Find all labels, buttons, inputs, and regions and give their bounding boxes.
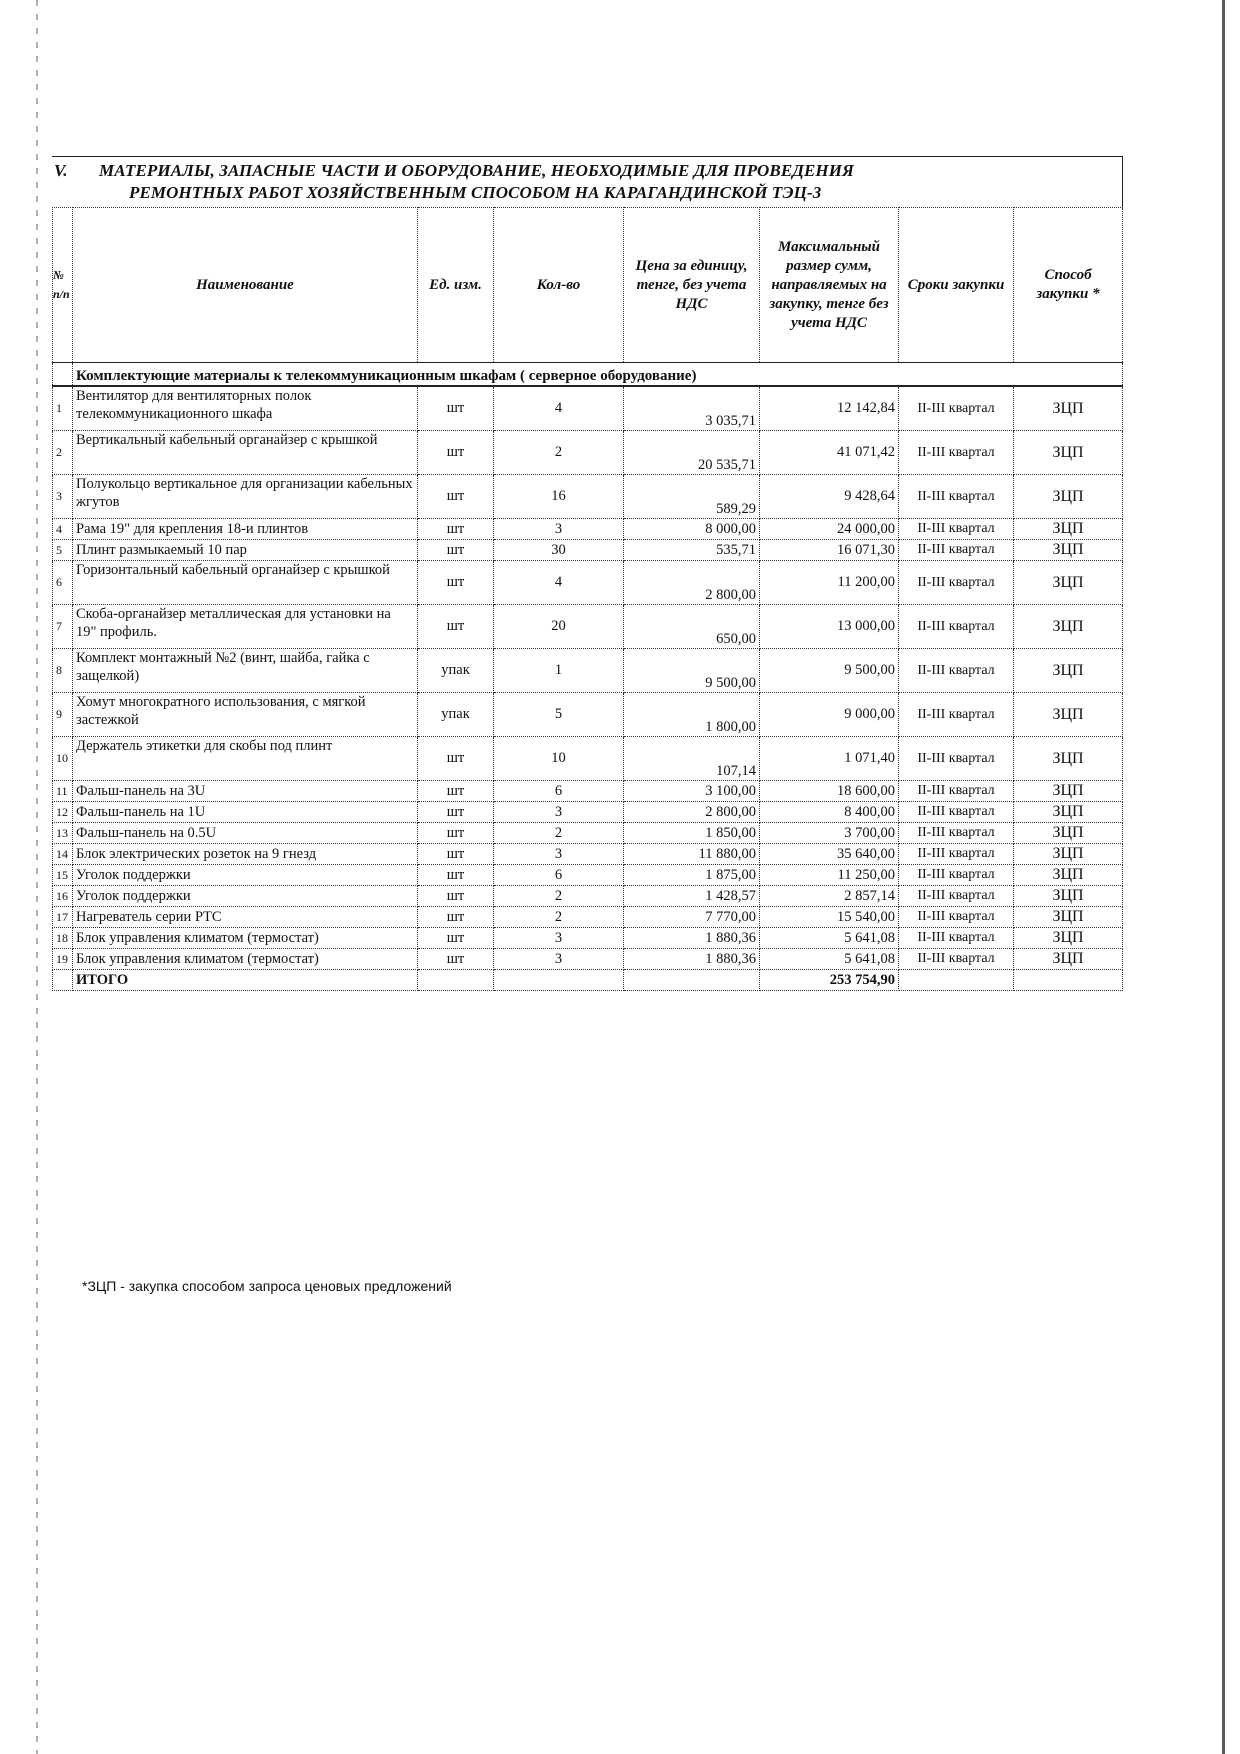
cell-total: 5 641,08 [760, 928, 899, 949]
table-row [53, 781, 1123, 802]
cell-period: II-III квартал [899, 844, 1014, 865]
scan-edge-right [1222, 0, 1225, 1754]
cell-unit: шт [418, 475, 494, 519]
table-row [53, 928, 1123, 949]
header-num: № п/п [53, 208, 73, 363]
cell-method: ЗЦП [1014, 823, 1123, 844]
cell-unit: шт [418, 907, 494, 928]
section-row [53, 363, 1123, 387]
cell-qty: 6 [494, 865, 624, 886]
table-row [53, 823, 1123, 844]
cell-unit: упак [418, 693, 494, 737]
cell-price: 2 800,00 [624, 561, 760, 605]
header-row [53, 208, 1123, 363]
cell-name: Полукольцо вертикальное для организации кабельных жгутов [73, 475, 418, 519]
cell-period: II-III квартал [899, 561, 1014, 605]
cell-name: Блок управления климатом (термостат) [73, 949, 418, 970]
cell-qty: 2 [494, 907, 624, 928]
cell-price: 1 428,57 [624, 886, 760, 907]
cell-period: II-III квартал [899, 649, 1014, 693]
table-row [53, 475, 1123, 519]
cell-qty: 4 [494, 561, 624, 605]
cell-qty: 2 [494, 823, 624, 844]
table-row [53, 693, 1123, 737]
cell-name: Блок электрических розеток на 9 гнезд [73, 844, 418, 865]
total-value: 253 754,90 [760, 970, 899, 991]
cell-qty: 1 [494, 649, 624, 693]
cell-unit: шт [418, 802, 494, 823]
cell-name: Вертикальный кабельный органайзер с крышкой [73, 431, 418, 475]
cell-unit: шт [418, 844, 494, 865]
cell-period: II-III квартал [899, 886, 1014, 907]
cell-unit: упак [418, 649, 494, 693]
total-empty-cell [624, 970, 760, 991]
cell-name: Рама 19" для крепления 18-и плинтов [73, 519, 418, 540]
cell-method: ЗЦП [1014, 386, 1123, 431]
cell-num: 15 [53, 865, 73, 886]
table-row [53, 386, 1123, 431]
cell-price: 7 770,00 [624, 907, 760, 928]
cell-name: Уголок поддержки [73, 886, 418, 907]
header-period: Сроки закупки [899, 208, 1014, 363]
cell-total: 11 200,00 [760, 561, 899, 605]
cell-method: ЗЦП [1014, 605, 1123, 649]
cell-total: 3 700,00 [760, 823, 899, 844]
total-empty-cell [1014, 970, 1123, 991]
section-heading: Комплектующие материалы к телекоммуникационным шкафам ( серверное оборудование) [73, 363, 1123, 387]
cell-method: ЗЦП [1014, 886, 1123, 907]
title-line-2: РЕМОНТНЫХ РАБОТ ХОЗЯЙСТВЕННЫМ СПОСОБОМ НА КАРАГАНДИНСКОЙ ТЭЦ-3 [129, 183, 822, 202]
cell-qty: 2 [494, 431, 624, 475]
cell-method: ЗЦП [1014, 431, 1123, 475]
cell-period: II-III квартал [899, 737, 1014, 781]
cell-period: II-III квартал [899, 693, 1014, 737]
cell-num: 17 [53, 907, 73, 928]
cell-qty: 5 [494, 693, 624, 737]
table-row [53, 561, 1123, 605]
cell-total: 24 000,00 [760, 519, 899, 540]
cell-qty: 3 [494, 802, 624, 823]
header-total: Максимальный размер сумм, направляемых на закупку, тенге без учета НДС [760, 208, 899, 363]
footnote: *ЗЦП - закупка способом запроса ценовых предложений [82, 1278, 452, 1294]
cell-name: Горизонтальный кабельный органайзер с крышкой [73, 561, 418, 605]
cell-price: 1 850,00 [624, 823, 760, 844]
cell-price: 3 035,71 [624, 386, 760, 431]
scan-edge-left [36, 0, 38, 1754]
cell-price: 1 875,00 [624, 865, 760, 886]
cell-num: 13 [53, 823, 73, 844]
cell-method: ЗЦП [1014, 907, 1123, 928]
cell-num: 19 [53, 949, 73, 970]
cell-name: Хомут многократного использования, с мягкой застежкой [73, 693, 418, 737]
cell-period: II-III квартал [899, 907, 1014, 928]
cell-num: 16 [53, 886, 73, 907]
cell-num: 3 [53, 475, 73, 519]
cell-name: Фальш-панель на 1U [73, 802, 418, 823]
cell-name: Блок управления климатом (термостат) [73, 928, 418, 949]
header-name: Наименование [73, 208, 418, 363]
section-title [54, 160, 1054, 204]
cell-num: 11 [53, 781, 73, 802]
cell-method: ЗЦП [1014, 949, 1123, 970]
cell-period: II-III квартал [899, 823, 1014, 844]
cell-qty: 3 [494, 949, 624, 970]
cell-num: 9 [53, 693, 73, 737]
cell-price: 3 100,00 [624, 781, 760, 802]
cell-method: ЗЦП [1014, 561, 1123, 605]
cell-method: ЗЦП [1014, 475, 1123, 519]
table-row [53, 844, 1123, 865]
cell-price: 535,71 [624, 540, 760, 561]
cell-num: 5 [53, 540, 73, 561]
cell-unit: шт [418, 519, 494, 540]
cell-name: Нагреватель серии PTC [73, 907, 418, 928]
cell-total: 16 071,30 [760, 540, 899, 561]
cell-num: 18 [53, 928, 73, 949]
cell-total: 9 428,64 [760, 475, 899, 519]
cell-price: 9 500,00 [624, 649, 760, 693]
total-empty-cell [899, 970, 1014, 991]
cell-num: 14 [53, 844, 73, 865]
cell-period: II-III квартал [899, 802, 1014, 823]
cell-num: 4 [53, 519, 73, 540]
cell-unit: шт [418, 540, 494, 561]
total-label: ИТОГО [73, 970, 418, 991]
cell-method: ЗЦП [1014, 693, 1123, 737]
cell-qty: 30 [494, 540, 624, 561]
cell-method: ЗЦП [1014, 781, 1123, 802]
cell-qty: 3 [494, 519, 624, 540]
cell-unit: шт [418, 386, 494, 431]
cell-total: 5 641,08 [760, 949, 899, 970]
cell-method: ЗЦП [1014, 928, 1123, 949]
cell-period: II-III квартал [899, 475, 1014, 519]
cell-unit: шт [418, 605, 494, 649]
cell-total: 15 540,00 [760, 907, 899, 928]
section-num-cell [53, 363, 73, 387]
cell-name: Скоба-органайзер металлическая для установки на 19" профиль. [73, 605, 418, 649]
cell-num: 6 [53, 561, 73, 605]
total-empty-cell [53, 970, 73, 991]
cell-num: 2 [53, 431, 73, 475]
cell-period: II-III квартал [899, 386, 1014, 431]
table-row [53, 605, 1123, 649]
cell-unit: шт [418, 431, 494, 475]
cell-name: Вентилятор для вентиляторных полок телекоммуникационного шкафа [73, 386, 418, 431]
cell-num: 10 [53, 737, 73, 781]
header-price: Цена за единицу, тенге, без учета НДС [624, 208, 760, 363]
table-row [53, 865, 1123, 886]
cell-total: 35 640,00 [760, 844, 899, 865]
cell-method: ЗЦП [1014, 649, 1123, 693]
cell-period: II-III квартал [899, 928, 1014, 949]
section-number: V. [54, 161, 68, 180]
cell-num: 8 [53, 649, 73, 693]
cell-unit: шт [418, 886, 494, 907]
total-row [53, 970, 1123, 991]
cell-total: 12 142,84 [760, 386, 899, 431]
cell-period: II-III квартал [899, 431, 1014, 475]
cell-period: II-III квартал [899, 781, 1014, 802]
cell-qty: 6 [494, 781, 624, 802]
table-row [53, 907, 1123, 928]
cell-method: ЗЦП [1014, 865, 1123, 886]
cell-period: II-III квартал [899, 540, 1014, 561]
table-row [53, 649, 1123, 693]
cell-price: 8 000,00 [624, 519, 760, 540]
cell-period: II-III квартал [899, 949, 1014, 970]
materials-table [52, 207, 1123, 991]
cell-total: 1 071,40 [760, 737, 899, 781]
header-unit: Ед. изм. [418, 208, 494, 363]
cell-method: ЗЦП [1014, 802, 1123, 823]
total-empty-cell [494, 970, 624, 991]
cell-method: ЗЦП [1014, 737, 1123, 781]
cell-period: II-III квартал [899, 519, 1014, 540]
cell-unit: шт [418, 823, 494, 844]
header-method: Способ закупки * [1014, 208, 1123, 363]
table-row [53, 737, 1123, 781]
cell-period: II-III квартал [899, 865, 1014, 886]
cell-name: Фальш-панель на 0.5U [73, 823, 418, 844]
cell-unit: шт [418, 949, 494, 970]
cell-qty: 16 [494, 475, 624, 519]
cell-qty: 3 [494, 928, 624, 949]
header-qty: Кол-во [494, 208, 624, 363]
cell-qty: 10 [494, 737, 624, 781]
cell-qty: 20 [494, 605, 624, 649]
cell-qty: 2 [494, 886, 624, 907]
cell-total: 9 000,00 [760, 693, 899, 737]
cell-total: 8 400,00 [760, 802, 899, 823]
cell-price: 1 800,00 [624, 693, 760, 737]
cell-price: 107,14 [624, 737, 760, 781]
cell-period: II-III квартал [899, 605, 1014, 649]
cell-price: 2 800,00 [624, 802, 760, 823]
table-row [53, 949, 1123, 970]
cell-num: 1 [53, 386, 73, 431]
cell-price: 650,00 [624, 605, 760, 649]
cell-unit: шт [418, 737, 494, 781]
cell-unit: шт [418, 781, 494, 802]
cell-unit: шт [418, 865, 494, 886]
cell-price: 20 535,71 [624, 431, 760, 475]
cell-qty: 4 [494, 386, 624, 431]
cell-name: Плинт размыкаемый 10 пар [73, 540, 418, 561]
cell-num: 7 [53, 605, 73, 649]
cell-total: 11 250,00 [760, 865, 899, 886]
table-row [53, 431, 1123, 475]
cell-num: 12 [53, 802, 73, 823]
table-row [53, 802, 1123, 823]
total-empty-cell [418, 970, 494, 991]
table-row [53, 540, 1123, 561]
title-line-1: МАТЕРИАЛЫ, ЗАПАСНЫЕ ЧАСТИ И ОБОРУДОВАНИЕ, НЕОБХОДИМЫЕ ДЛЯ ПРОВЕДЕНИЯ [99, 161, 854, 180]
cell-unit: шт [418, 928, 494, 949]
table-row [53, 886, 1123, 907]
cell-name: Держатель этикетки для скобы под плинт [73, 737, 418, 781]
cell-method: ЗЦП [1014, 519, 1123, 540]
cell-total: 18 600,00 [760, 781, 899, 802]
cell-total: 9 500,00 [760, 649, 899, 693]
cell-price: 11 880,00 [624, 844, 760, 865]
cell-total: 2 857,14 [760, 886, 899, 907]
cell-price: 1 880,36 [624, 949, 760, 970]
cell-name: Уголок поддержки [73, 865, 418, 886]
cell-total: 13 000,00 [760, 605, 899, 649]
cell-total: 41 071,42 [760, 431, 899, 475]
cell-name: Фальш-панель на 3U [73, 781, 418, 802]
cell-price: 1 880,36 [624, 928, 760, 949]
cell-price: 589,29 [624, 475, 760, 519]
cell-name: Комплект монтажный №2 (винт, шайба, гайка с защелкой) [73, 649, 418, 693]
cell-unit: шт [418, 561, 494, 605]
table-row [53, 519, 1123, 540]
cell-method: ЗЦП [1014, 844, 1123, 865]
cell-method: ЗЦП [1014, 540, 1123, 561]
cell-qty: 3 [494, 844, 624, 865]
